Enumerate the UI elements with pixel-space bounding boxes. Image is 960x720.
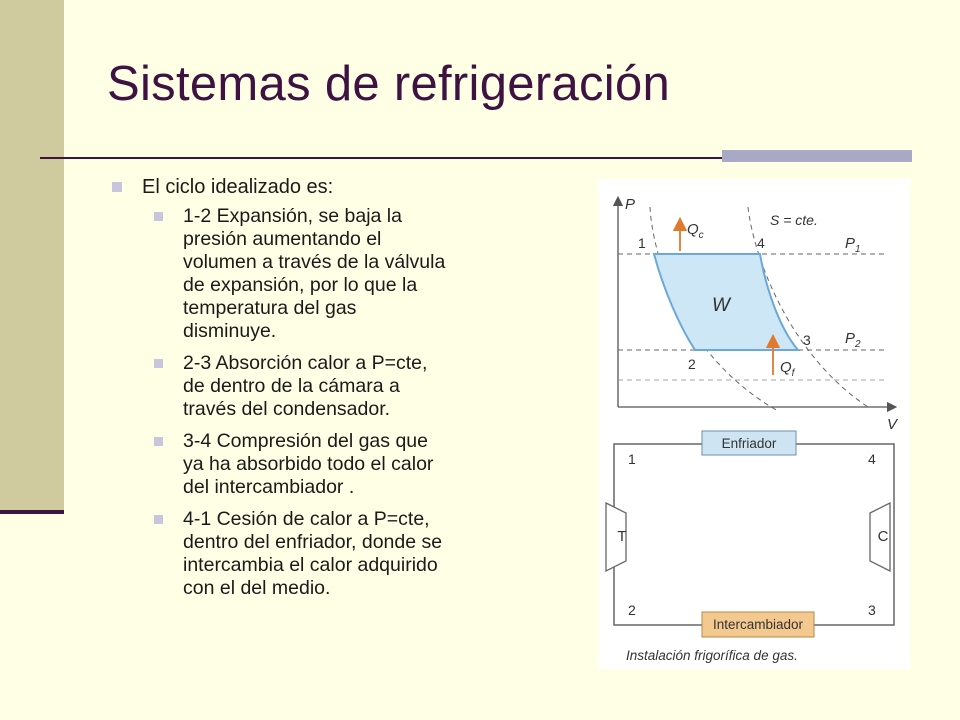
sub-bullet-line: disminuye. xyxy=(183,320,277,342)
bullet-square-icon xyxy=(154,212,163,221)
bullet-square-icon xyxy=(154,359,163,368)
sub-bullet-item xyxy=(154,352,532,421)
sub-bullet-line: con el del medio. xyxy=(183,577,331,599)
point-1-label: 1 xyxy=(638,235,646,251)
sub-bullet-item xyxy=(154,430,532,499)
sub-bullet-line: intercambia el calor adquirido xyxy=(183,554,438,576)
left-decor-band xyxy=(0,0,64,512)
sub-bullet-line: de dentro de la cámara a xyxy=(183,375,400,397)
figure-background xyxy=(598,179,910,669)
refrigeration-figure xyxy=(598,179,910,669)
sub-bullet-line: del intercambiador . xyxy=(183,476,355,498)
qc-label: $Q_c$ xyxy=(687,221,704,241)
sub-bullet-line: temperatura del gas xyxy=(183,297,357,319)
sub-bullet-line: de expansión, por lo que la xyxy=(183,274,418,296)
compressor-label: C xyxy=(877,528,889,545)
bullet-square-icon xyxy=(112,182,122,192)
sub-bullet-line: través del condensador. xyxy=(183,398,391,420)
sub-bullet-text xyxy=(183,508,442,600)
sub-bullet-text xyxy=(183,205,445,343)
sub-bullet-line: presión aumentando el xyxy=(183,228,382,250)
sub-bullet-text xyxy=(183,430,433,499)
exchanger-label: Intercambiador xyxy=(712,617,804,632)
corner-2-label: 2 xyxy=(628,602,636,618)
cooler-label: Enfriador xyxy=(721,436,777,451)
sub-bullet-line: 4-1 Cesión de calor a P=cte, xyxy=(183,508,430,530)
sub-bullet-line: 1-2 Expansión, se baja la xyxy=(183,205,402,227)
title-accent-bar xyxy=(722,150,912,162)
sub-bullet-text xyxy=(183,352,427,421)
slide-title: Sistemas de refrigeración xyxy=(107,57,671,111)
qf-label: $Q_f$ xyxy=(780,359,795,379)
point-4-label: 4 xyxy=(757,235,765,251)
sub-bullet-line: 3-4 Compresión del gas que xyxy=(183,430,428,452)
v-axis-label: V xyxy=(887,416,898,433)
sub-bullet-line: ya ha absorbido todo el calor xyxy=(183,453,434,475)
corner-3-label: 3 xyxy=(868,602,876,618)
work-label: W xyxy=(712,295,730,316)
sub-bullet-line: volumen a través de la válvula xyxy=(183,251,446,273)
isentropic-label: S = cte. xyxy=(770,212,818,228)
p2-label: $P_2$ xyxy=(845,330,861,350)
figure-caption: Instalación frigorífica de gas. xyxy=(626,648,798,663)
left-decor-line xyxy=(0,510,64,514)
point-3-label: 3 xyxy=(803,332,811,348)
corner-1-label: 1 xyxy=(628,451,636,467)
sub-bullet-line: 2-3 Absorción calor a P=cte, xyxy=(183,352,428,374)
p1-label: $P_1$ xyxy=(845,235,861,255)
sub-bullet-item xyxy=(154,508,532,600)
slide-body xyxy=(112,174,532,609)
corner-4-label: 4 xyxy=(868,451,876,467)
turbine-label: T xyxy=(617,528,627,545)
bullet-text: El ciclo idealizado es: xyxy=(142,176,334,198)
bullet-square-icon xyxy=(154,437,163,446)
bullet-square-icon xyxy=(154,515,163,524)
sub-bullet-item xyxy=(154,205,532,343)
figure-canvas xyxy=(598,179,910,669)
sub-bullet-line: dentro del enfriador, donde se xyxy=(183,531,443,553)
p-axis-label: P xyxy=(625,196,636,213)
bullet-item xyxy=(112,174,532,200)
point-2-label: 2 xyxy=(688,356,696,372)
